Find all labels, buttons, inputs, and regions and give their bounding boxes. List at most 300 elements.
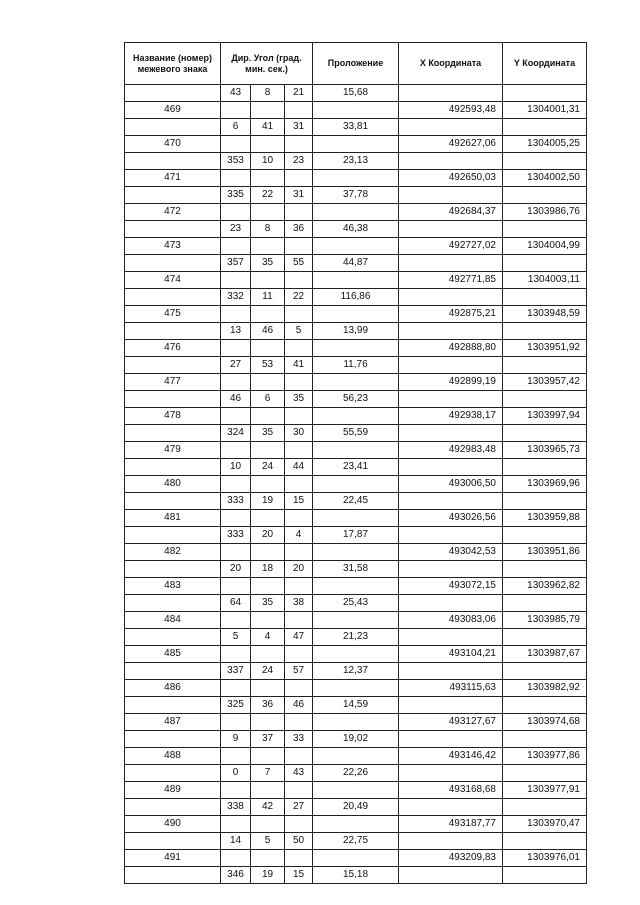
point-name-cell [125,119,221,136]
angle-degrees-cell [221,442,251,459]
header-length: Проложение [313,43,399,85]
table-row [125,357,587,374]
table-row [125,306,587,323]
point-name-cell [125,867,221,884]
angle-degrees-cell [221,680,251,697]
y-coordinate-cell: 1303997,94 [503,408,587,425]
x-coordinate-cell [399,629,503,646]
angle-minutes-cell [251,136,285,153]
x-coordinate-cell [399,289,503,306]
angle-minutes-cell: 53 [251,357,285,374]
angle-minutes-cell [251,272,285,289]
table-row [125,646,587,663]
x-coordinate-cell: 493104,21 [399,646,503,663]
angle-degrees-cell [221,850,251,867]
angle-minutes-cell: 41 [251,119,285,136]
y-coordinate-cell [503,697,587,714]
length-cell: 15,68 [313,85,399,102]
angle-minutes-cell: 6 [251,391,285,408]
angle-degrees-cell [221,306,251,323]
angle-degrees-cell: 5 [221,629,251,646]
point-name-cell: 469 [125,102,221,119]
table-row [125,612,587,629]
angle-minutes-cell: 36 [251,697,285,714]
table-row [125,816,587,833]
x-coordinate-cell [399,561,503,578]
y-coordinate-cell: 1303962,82 [503,578,587,595]
angle-minutes-cell [251,306,285,323]
angle-degrees-cell: 324 [221,425,251,442]
angle-minutes-cell [251,748,285,765]
angle-degrees-cell [221,714,251,731]
angle-degrees-cell: 43 [221,85,251,102]
point-name-cell [125,731,221,748]
table-row [125,748,587,765]
table-row [125,119,587,136]
y-coordinate-cell [503,799,587,816]
x-coordinate-cell [399,323,503,340]
length-cell: 23,13 [313,153,399,170]
point-name-cell: 485 [125,646,221,663]
length-cell: 20,49 [313,799,399,816]
table-row [125,459,587,476]
length-cell [313,510,399,527]
x-coordinate-cell [399,459,503,476]
length-cell [313,850,399,867]
header-y: Y Координата [503,43,587,85]
angle-minutes-cell [251,680,285,697]
angle-degrees-cell: 6 [221,119,251,136]
angle-minutes-cell [251,170,285,187]
x-coordinate-cell [399,731,503,748]
length-cell [313,442,399,459]
x-coordinate-cell: 493168,68 [399,782,503,799]
angle-minutes-cell: 5 [251,833,285,850]
table-row [125,629,587,646]
y-coordinate-cell: 1303951,92 [503,340,587,357]
length-cell: 11,76 [313,357,399,374]
length-cell: 23,41 [313,459,399,476]
length-cell: 13,99 [313,323,399,340]
angle-minutes-cell: 24 [251,459,285,476]
length-cell: 21,23 [313,629,399,646]
y-coordinate-cell [503,595,587,612]
angle-seconds-cell [285,510,313,527]
angle-minutes-cell: 8 [251,85,285,102]
angle-degrees-cell: 0 [221,765,251,782]
angle-minutes-cell [251,850,285,867]
angle-seconds-cell: 44 [285,459,313,476]
angle-degrees-cell [221,646,251,663]
length-cell [313,476,399,493]
x-coordinate-cell [399,357,503,374]
length-cell [313,204,399,221]
angle-seconds-cell [285,374,313,391]
x-coordinate-cell [399,697,503,714]
angle-seconds-cell: 20 [285,561,313,578]
length-cell [313,272,399,289]
length-cell [313,238,399,255]
angle-minutes-cell: 20 [251,527,285,544]
angle-degrees-cell: 13 [221,323,251,340]
point-name-cell: 481 [125,510,221,527]
angle-seconds-cell [285,272,313,289]
angle-degrees-cell: 338 [221,799,251,816]
angle-seconds-cell [285,136,313,153]
point-name-cell: 489 [125,782,221,799]
angle-seconds-cell [285,748,313,765]
y-coordinate-cell [503,425,587,442]
angle-seconds-cell [285,306,313,323]
point-name-cell [125,493,221,510]
angle-seconds-cell: 15 [285,867,313,884]
x-coordinate-cell: 492888,80 [399,340,503,357]
point-name-cell [125,85,221,102]
y-coordinate-cell [503,731,587,748]
table-row [125,170,587,187]
angle-minutes-cell [251,374,285,391]
angle-minutes-cell: 37 [251,731,285,748]
angle-degrees-cell: 333 [221,527,251,544]
x-coordinate-cell: 493083,06 [399,612,503,629]
x-coordinate-cell: 493127,67 [399,714,503,731]
angle-degrees-cell [221,408,251,425]
length-cell [313,340,399,357]
x-coordinate-cell: 492899,19 [399,374,503,391]
table-row [125,544,587,561]
x-coordinate-cell [399,765,503,782]
length-cell [313,408,399,425]
y-coordinate-cell [503,289,587,306]
table-row [125,680,587,697]
angle-seconds-cell: 38 [285,595,313,612]
y-coordinate-cell [503,527,587,544]
table-row [125,136,587,153]
angle-seconds-cell: 36 [285,221,313,238]
angle-minutes-cell [251,782,285,799]
table-row [125,595,587,612]
point-name-cell [125,629,221,646]
angle-minutes-cell: 10 [251,153,285,170]
x-coordinate-cell: 492727,02 [399,238,503,255]
angle-seconds-cell: 50 [285,833,313,850]
angle-minutes-cell: 35 [251,425,285,442]
point-name-cell: 491 [125,850,221,867]
x-coordinate-cell [399,119,503,136]
table-row [125,578,587,595]
angle-degrees-cell [221,544,251,561]
length-cell [313,578,399,595]
length-cell: 15,18 [313,867,399,884]
angle-minutes-cell: 22 [251,187,285,204]
angle-degrees-cell [221,102,251,119]
point-name-cell [125,425,221,442]
point-name-cell: 472 [125,204,221,221]
table-body [125,85,587,884]
point-name-cell [125,697,221,714]
length-cell [313,748,399,765]
point-name-cell: 470 [125,136,221,153]
angle-minutes-cell: 42 [251,799,285,816]
x-coordinate-cell: 493072,15 [399,578,503,595]
angle-degrees-cell: 20 [221,561,251,578]
table-row [125,714,587,731]
y-coordinate-cell: 1303976,01 [503,850,587,867]
angle-seconds-cell [285,408,313,425]
table-row [125,221,587,238]
angle-seconds-cell: 5 [285,323,313,340]
point-name-cell: 476 [125,340,221,357]
y-coordinate-cell: 1303965,73 [503,442,587,459]
length-cell [313,714,399,731]
length-cell [313,782,399,799]
angle-degrees-cell: 333 [221,493,251,510]
point-name-cell [125,153,221,170]
angle-degrees-cell [221,204,251,221]
y-coordinate-cell [503,459,587,476]
angle-minutes-cell [251,510,285,527]
y-coordinate-cell: 1303977,91 [503,782,587,799]
y-coordinate-cell: 1303948,59 [503,306,587,323]
angle-seconds-cell: 15 [285,493,313,510]
length-cell: 44,87 [313,255,399,272]
point-name-cell: 478 [125,408,221,425]
y-coordinate-cell [503,255,587,272]
length-cell [313,646,399,663]
table-row [125,374,587,391]
point-name-cell [125,357,221,374]
angle-seconds-cell: 41 [285,357,313,374]
angle-degrees-cell [221,170,251,187]
point-name-cell: 477 [125,374,221,391]
length-cell [313,816,399,833]
angle-minutes-cell: 18 [251,561,285,578]
length-cell: 14,59 [313,697,399,714]
y-coordinate-cell [503,119,587,136]
angle-degrees-cell: 9 [221,731,251,748]
x-coordinate-cell [399,527,503,544]
length-cell [313,306,399,323]
angle-seconds-cell: 35 [285,391,313,408]
length-cell: 31,58 [313,561,399,578]
angle-minutes-cell: 7 [251,765,285,782]
angle-degrees-cell [221,816,251,833]
angle-minutes-cell: 35 [251,595,285,612]
y-coordinate-cell: 1303974,68 [503,714,587,731]
x-coordinate-cell [399,255,503,272]
x-coordinate-cell [399,391,503,408]
table-row [125,663,587,680]
y-coordinate-cell [503,561,587,578]
table-row [125,527,587,544]
length-cell: 22,26 [313,765,399,782]
angle-minutes-cell: 35 [251,255,285,272]
x-coordinate-cell [399,595,503,612]
x-coordinate-cell [399,663,503,680]
y-coordinate-cell [503,187,587,204]
angle-degrees-cell: 353 [221,153,251,170]
point-name-cell [125,561,221,578]
point-name-cell [125,255,221,272]
table-row [125,561,587,578]
length-cell: 33,81 [313,119,399,136]
x-coordinate-cell: 492627,06 [399,136,503,153]
angle-degrees-cell: 357 [221,255,251,272]
x-coordinate-cell: 493209,83 [399,850,503,867]
table-row [125,697,587,714]
point-name-cell: 486 [125,680,221,697]
angle-minutes-cell [251,612,285,629]
length-cell: 55,59 [313,425,399,442]
table-row [125,765,587,782]
table-row [125,833,587,850]
angle-seconds-cell: 43 [285,765,313,782]
point-name-cell [125,323,221,340]
x-coordinate-cell [399,221,503,238]
table-row [125,153,587,170]
x-coordinate-cell: 492875,21 [399,306,503,323]
angle-degrees-cell: 14 [221,833,251,850]
x-coordinate-cell: 493006,50 [399,476,503,493]
y-coordinate-cell: 1303969,96 [503,476,587,493]
table-row [125,408,587,425]
x-coordinate-cell: 492650,03 [399,170,503,187]
table-row [125,782,587,799]
y-coordinate-cell [503,493,587,510]
angle-minutes-cell [251,816,285,833]
point-name-cell [125,833,221,850]
table-row [125,391,587,408]
angle-degrees-cell: 335 [221,187,251,204]
angle-degrees-cell [221,374,251,391]
y-coordinate-cell: 1304002,50 [503,170,587,187]
length-cell [313,136,399,153]
y-coordinate-cell [503,323,587,340]
point-name-cell: 482 [125,544,221,561]
point-name-cell [125,391,221,408]
point-name-cell: 483 [125,578,221,595]
length-cell: 22,75 [313,833,399,850]
angle-seconds-cell: 47 [285,629,313,646]
point-name-cell: 474 [125,272,221,289]
length-cell [313,680,399,697]
x-coordinate-cell [399,85,503,102]
y-coordinate-cell [503,867,587,884]
x-coordinate-cell: 493042,53 [399,544,503,561]
y-coordinate-cell: 1304004,99 [503,238,587,255]
angle-minutes-cell [251,408,285,425]
table-row [125,238,587,255]
angle-degrees-cell [221,272,251,289]
table-row [125,272,587,289]
angle-seconds-cell: 22 [285,289,313,306]
angle-degrees-cell [221,340,251,357]
length-cell: 22,45 [313,493,399,510]
point-name-cell: 471 [125,170,221,187]
y-coordinate-cell [503,765,587,782]
angle-degrees-cell: 325 [221,697,251,714]
angle-seconds-cell: 27 [285,799,313,816]
length-cell: 19,02 [313,731,399,748]
x-coordinate-cell: 493026,56 [399,510,503,527]
x-coordinate-cell [399,867,503,884]
y-coordinate-cell [503,833,587,850]
angle-minutes-cell [251,578,285,595]
table-row [125,493,587,510]
angle-seconds-cell: 57 [285,663,313,680]
x-coordinate-cell [399,153,503,170]
length-cell [313,612,399,629]
table-row [125,289,587,306]
angle-degrees-cell [221,238,251,255]
length-cell [313,102,399,119]
table-row [125,442,587,459]
x-coordinate-cell: 493115,63 [399,680,503,697]
point-name-cell [125,289,221,306]
angle-seconds-cell [285,102,313,119]
y-coordinate-cell [503,663,587,680]
angle-degrees-cell: 64 [221,595,251,612]
angle-seconds-cell: 46 [285,697,313,714]
x-coordinate-cell: 493146,42 [399,748,503,765]
y-coordinate-cell [503,221,587,238]
angle-seconds-cell [285,714,313,731]
angle-seconds-cell: 21 [285,85,313,102]
angle-degrees-cell [221,510,251,527]
angle-seconds-cell [285,238,313,255]
angle-minutes-cell: 46 [251,323,285,340]
x-coordinate-cell [399,833,503,850]
y-coordinate-cell: 1304001,31 [503,102,587,119]
angle-seconds-cell [285,170,313,187]
table-row [125,255,587,272]
angle-seconds-cell [285,612,313,629]
angle-minutes-cell: 11 [251,289,285,306]
length-cell: 46,38 [313,221,399,238]
y-coordinate-cell: 1304005,25 [503,136,587,153]
y-coordinate-cell [503,85,587,102]
angle-degrees-cell: 27 [221,357,251,374]
angle-seconds-cell: 30 [285,425,313,442]
angle-seconds-cell: 4 [285,527,313,544]
point-name-cell [125,765,221,782]
length-cell: 116,86 [313,289,399,306]
y-coordinate-cell: 1304003,11 [503,272,587,289]
angle-minutes-cell [251,476,285,493]
table-row [125,102,587,119]
table-row [125,510,587,527]
length-cell [313,170,399,187]
angle-minutes-cell [251,442,285,459]
angle-seconds-cell [285,578,313,595]
y-coordinate-cell: 1303986,76 [503,204,587,221]
point-name-cell [125,595,221,612]
angle-degrees-cell: 332 [221,289,251,306]
table-row [125,340,587,357]
angle-minutes-cell [251,340,285,357]
angle-seconds-cell [285,782,313,799]
angle-seconds-cell [285,850,313,867]
x-coordinate-cell: 492938,17 [399,408,503,425]
x-coordinate-cell: 493187,77 [399,816,503,833]
table-row [125,425,587,442]
point-name-cell: 479 [125,442,221,459]
angle-minutes-cell [251,714,285,731]
y-coordinate-cell: 1303977,86 [503,748,587,765]
angle-degrees-cell: 337 [221,663,251,680]
angle-degrees-cell [221,748,251,765]
angle-seconds-cell: 31 [285,119,313,136]
